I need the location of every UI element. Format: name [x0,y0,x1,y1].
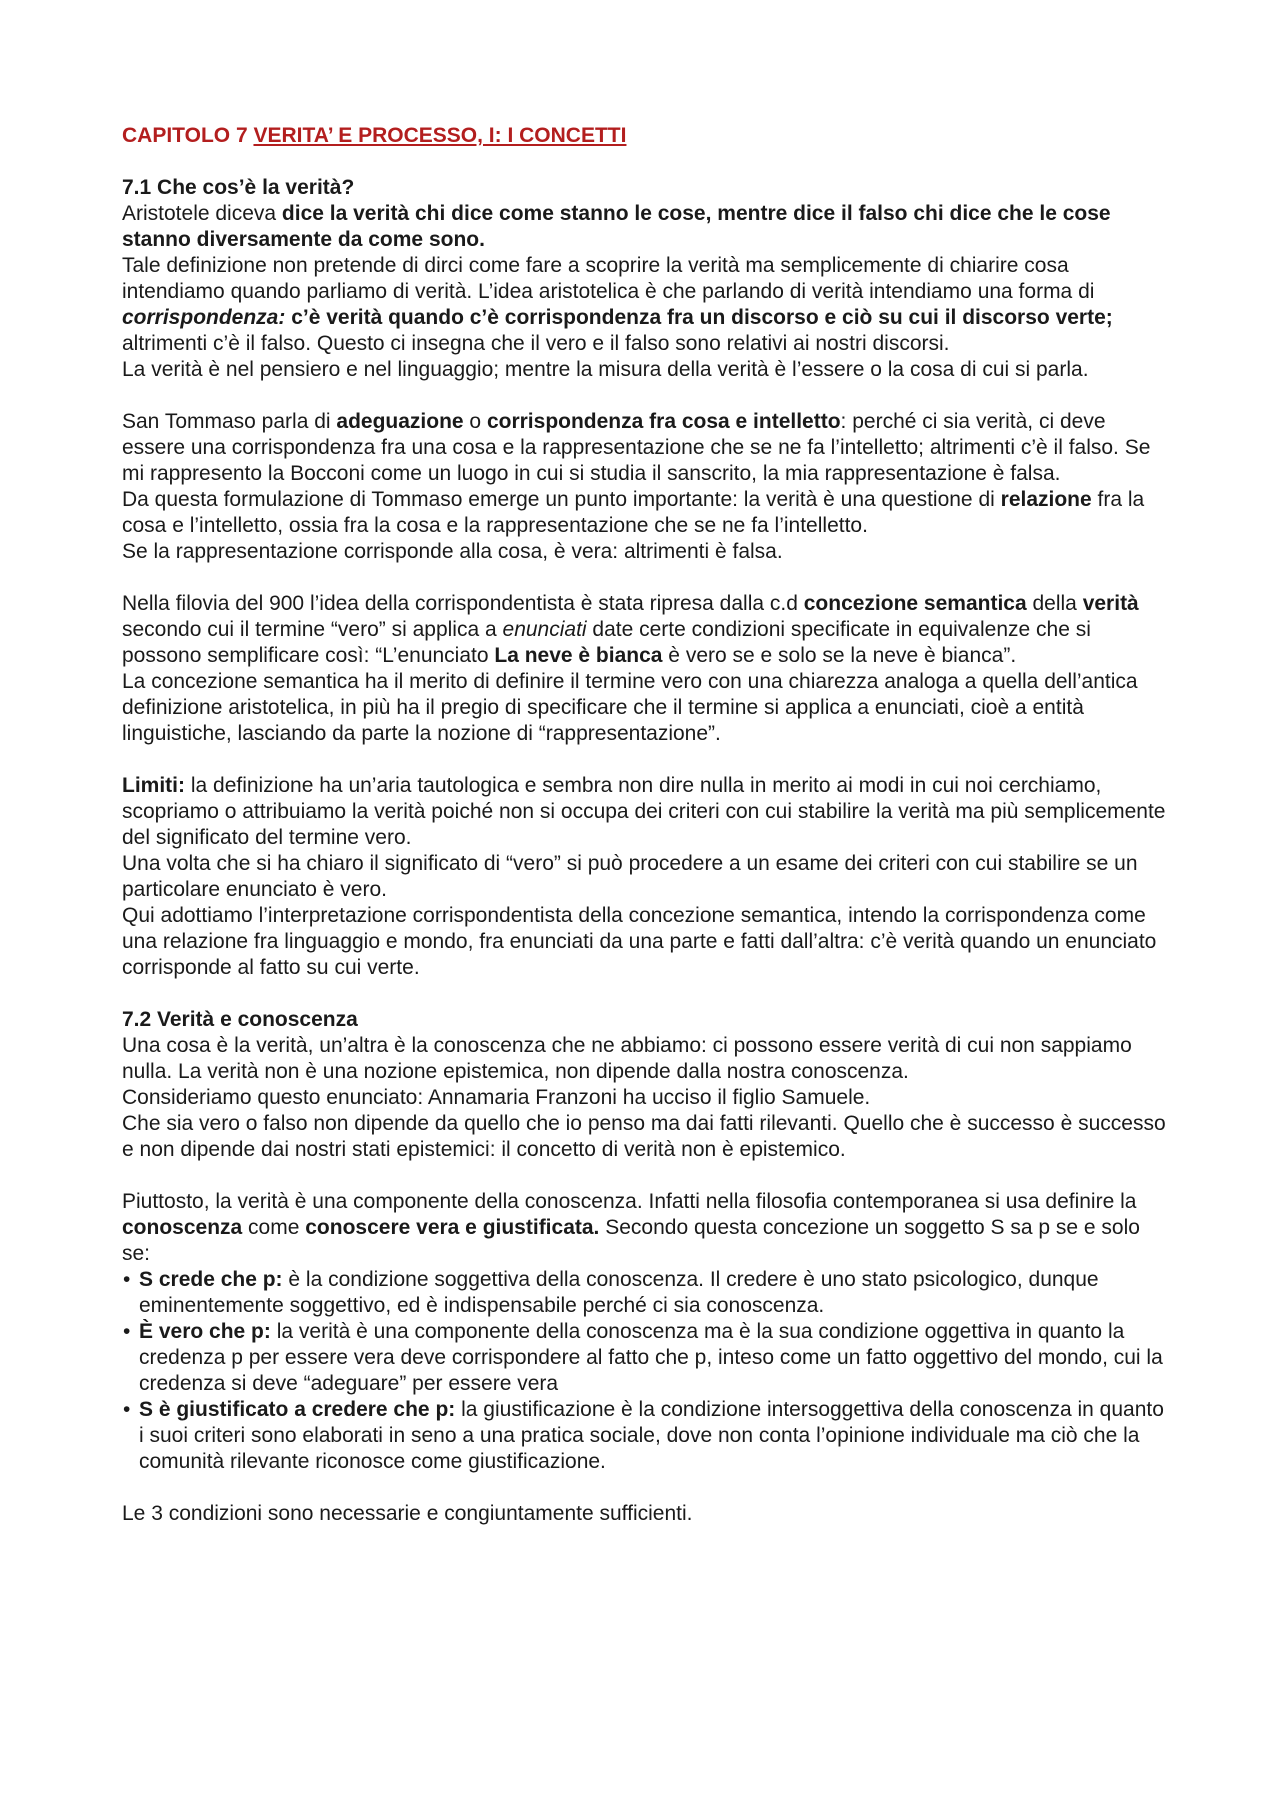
text-run: Nella filovia del 900 l’idea della corrispondentista è stata ripresa dalla c.d [122,592,804,615]
text-run: è la condizione soggettiva della conoscenza. Il credere è uno stato psicologico, dunque eminentemente soggettivo, ed è indispensabile perché ci sia conoscenza. [139,1268,1099,1317]
text-run: date certe condizioni specificate in equivalenze che si possono semplificare così: “L’enunciato [122,618,1091,667]
text-run: altrimenti c’è il falso. Questo ci insegna che il vero e il falso sono relativi ai nostri discorsi. [122,332,950,355]
closing-paragraph: Le 3 condizioni sono necessarie e congiuntamente sufficienti. [122,1502,693,1525]
section-heading-7-1: 7.1 Che cos’è la verità? [122,176,355,199]
bold-text: Limiti: [122,774,185,797]
bullet-list [122,1267,1172,1475]
paragraph [122,1189,1172,1267]
bold-text: conoscenza [122,1216,243,1239]
text-run: Da questa formulazione di Tommaso emerge un punto importante: la verità è una questione di [122,488,1001,511]
chapter-number: CAPITOLO 7 [122,124,254,147]
paragraph [122,253,1172,357]
paragraph-gap [122,1163,1172,1189]
bold-text: La neve è bianca [494,644,663,667]
text-run: la definizione ha un’aria tautologica e sembra non dire nulla in merito ai modi in cui noi cerchiamo, scopriamo o attribuiamo la verità poiché non si occupa dei criteri con cui stabilire la verità ma più semplicemente del significato del termine vero. [122,774,1166,849]
text-run: Piuttosto, la verità è una componente della conoscenza. Infatti nella filosofia contemporanea si usa definire la [122,1190,1137,1213]
paragraph-gap [122,383,1172,409]
bold-text: dice la verità chi dice come stanno le cose, mentre dice il falso chi dice che le cose stanno diversamente da come sono. [122,202,1111,251]
text-run: : perché ci sia verità, ci deve essere una corrispondenza fra una cosa e la rappresentazione che se ne fa l’intelletto; altrimenti c’è il falso. Se mi rappresento la Bocconi come un luogo in cui si studia il sanscrito, la mia rappresentazione è falsa. [122,410,1151,485]
chapter-name: VERITA’ E PROCESSO, I: I CONCETTI [253,124,627,147]
paragraph-gap [122,1475,1172,1501]
text-run: della [1026,592,1083,615]
bold-text: conoscere vera e giustificata. [305,1216,600,1239]
paragraph: Qui adottiamo l’interpretazione corrispondentista della concezione semantica, intendo la corrispondenza come una relazione fra linguaggio e mondo, fra enunciati da una parte e fatti dall’altra: c’è verità quando un enunciato corrisponde al fatto su cui verte. [122,904,1157,979]
text-run: fra la cosa e l’intelletto, ossia fra la cosa e la rappresentazione che se ne fa l’intelletto. [122,488,1145,537]
text-run: la verità è una componente della conoscenza ma è la sua condizione oggettiva in quanto la credenza p per essere vera deve corrispondere al fatto che p, inteso come un fatto oggettivo del mondo, cui la credenza si deve “adeguare” per essere vera [139,1320,1163,1395]
paragraph [122,409,1172,487]
text-run: Secondo questa concezione un soggetto S sa p se e solo se: [122,1216,1140,1265]
bullet-icon: • [123,1320,131,1343]
paragraph [122,773,1172,851]
bold-text: c’è verità quando c’è corrispondenza fra un discorso e ciò su cui il discorso verte; [285,306,1113,329]
text-run: la giustificazione è la condizione intersoggettiva della conoscenza in quanto i suoi criteri sono elaborati in seno a una pratica sociale, dove non conta l’opinione individuale ma ciò che la comunità rilevante riconosce come giustificazione. [139,1398,1164,1473]
text-run: o [463,410,487,433]
text-run: è vero se e solo se la neve è bianca”. [662,644,1017,667]
bold-text: corrispondenza fra cosa e intelletto [486,410,841,433]
paragraph [122,487,1172,539]
chapter-title [122,123,626,149]
bold-italic-text: corrispondenza: [122,306,286,329]
document-body [122,175,1172,1527]
list-item [122,1319,1172,1397]
paragraph: Una cosa è la verità, un’altra è la conoscenza che ne abbiamo: ci possono essere verità di cui non sappiamo nulla. La verità non è una nozione epistemica, non dipende dalla nostra conoscenza. [122,1034,1132,1083]
bold-text: relazione [1000,488,1092,511]
bold-text: concezione semantica [803,592,1027,615]
text-run: secondo cui il termine “vero” si applica a [122,618,503,641]
text-run: Aristotele diceva [122,202,282,225]
paragraph: Che sia vero o falso non dipende da quello che io penso ma dai fatti rilevanti. Quello che è successo è successo e non dipende dai nostri stati epistemici: il concetto di verità non è epistemico. [122,1112,1166,1161]
bold-text: verità [1082,592,1139,615]
list-item [122,1267,1172,1319]
paragraph: La verità è nel pensiero e nel linguaggio; mentre la misura della verità è l’essere o la cosa di cui si parla. [122,358,1089,381]
bullet-icon: • [123,1268,131,1291]
list-item [122,1397,1172,1475]
paragraph [122,591,1172,669]
paragraph: Una volta che si ha chiaro il significato di “vero” si può procedere a un esame dei criteri con cui stabilire se un particolare enunciato è vero. [122,852,1138,901]
paragraph: Consideriamo questo enunciato: Annamaria Franzoni ha ucciso il figlio Samuele. [122,1086,871,1109]
paragraph [122,201,1172,253]
bold-text: È vero che p: [139,1320,271,1343]
bold-text: S crede che p: [139,1268,283,1291]
text-run: come [242,1216,306,1239]
italic-text: enunciati [502,618,587,641]
paragraph: Se la rappresentazione corrisponde alla cosa, è vera: altrimenti è falsa. [122,540,783,563]
bold-text: S è giustificato a credere che p: [139,1398,456,1421]
text-run: Tale definizione non pretende di dirci come fare a scoprire la verità ma semplicemente di chiarire cosa intendiamo quando parliamo di verità. L’idea aristotelica è che parlando di verità intendiamo una forma di [122,254,1095,303]
bullet-icon: • [123,1398,131,1421]
paragraph-gap [122,565,1172,591]
paragraph-gap [122,981,1172,1007]
text-run: San Tommaso parla di [122,410,337,433]
paragraph-gap [122,747,1172,773]
paragraph: La concezione semantica ha il merito di definire il termine vero con una chiarezza analoga a quella dell’antica definizione aristotelica, in più ha il pregio di specificare che il termine si applica a enunciati, cioè a entità linguistiche, lasciando da parte la nozione di “rappresentazione”. [122,670,1138,745]
bold-text: adeguazione [336,410,464,433]
section-heading-7-2: 7.2 Verità e conoscenza [122,1008,358,1031]
